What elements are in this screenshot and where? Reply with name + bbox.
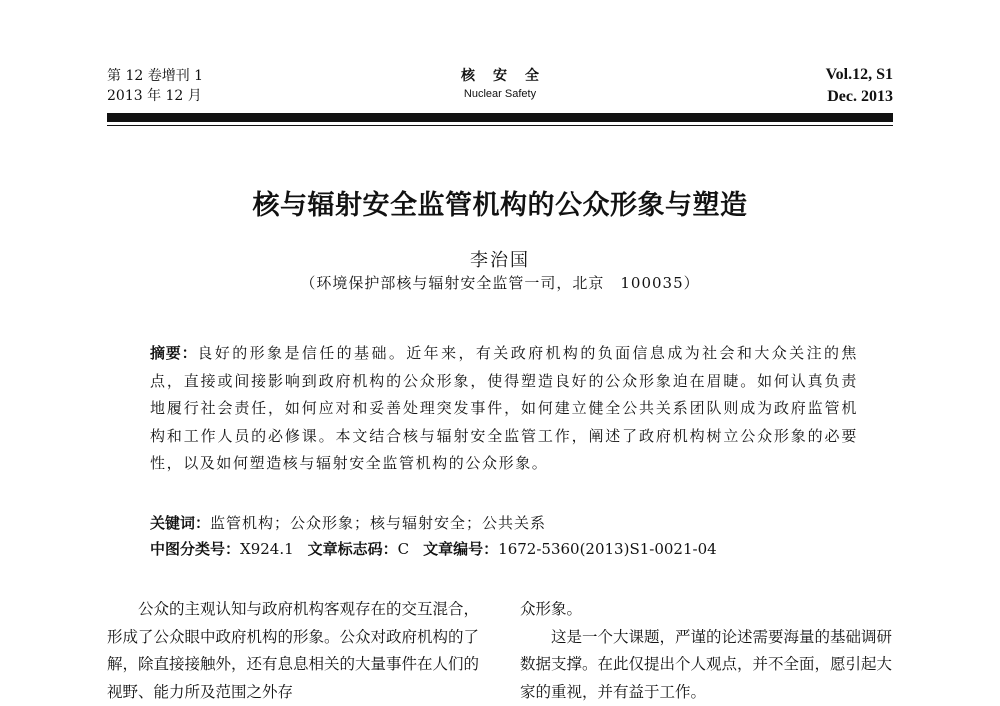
date-en: Dec. 2013 xyxy=(826,86,893,108)
author-name: 李治国 xyxy=(0,246,1000,272)
clc-label: 中图分类号： xyxy=(150,540,240,558)
doc-code-label: 文章标志码： xyxy=(308,540,398,558)
abstract-text: 良好的形象是信任的基础。近年来，有关政府机构的负面信息成为社会和大众关注的焦点，直接或间接影响到政府机构的公众形象，使得塑造良好的公众形象迫在眉睫。如何认真负责地履行社会责任，如何应对和妥善处理突发事件，如何建立健全公共关系团队则成为政府监管机构和工作人员的必修课。本文结合核与辐射安全监管工作，阐述了政府机构树立公众形象的必要性，以及如何塑造核与辐射安全监管机构的公众形象。 xyxy=(150,344,858,472)
journal-date: 2013 年 12 月 xyxy=(107,86,203,106)
running-header-right xyxy=(826,64,893,108)
classification-line xyxy=(150,538,870,560)
body-paragraph: 公众的主观认知与政府机构客观存在的交互混合，形成了公众眼中政府机构的形象。公众对政府机构的了解，除直接接触外，还有息息相关的大量事件在人们的视野、能力所及范围之外存 xyxy=(107,596,479,706)
keywords xyxy=(150,512,858,534)
keywords-text: 监管机构；公众形象；核与辐射安全；公共关系 xyxy=(210,514,546,532)
article-id-value: 1672-5360(2013)S1-0021-04 xyxy=(498,540,717,558)
paper-title: 核与辐射安全监管机构的公众形象与塑造 xyxy=(0,183,1000,222)
body-column-right xyxy=(520,596,892,706)
body-column-left xyxy=(107,596,479,706)
journal-name-en: Nuclear Safety xyxy=(430,86,570,102)
journal-name-cn: 核安全 xyxy=(430,66,588,86)
body-paragraph: 这是一个大课题，严谨的论述需要海量的基础调研数据支撑。在此仅提出个人观点，并不全面，愿引起大家的重视，并有益于工作。 xyxy=(520,624,892,706)
clc-value: X924.1 xyxy=(240,540,294,558)
journal-issue: 第 12 卷增刊 1 xyxy=(107,66,203,86)
doc-code-value: C xyxy=(398,540,409,558)
author-affiliation: （环境保护部核与辐射安全监管一司，北京 100035） xyxy=(0,272,1000,293)
header-rule-thin xyxy=(107,125,893,126)
body-paragraph-continuation: 众形象。 xyxy=(520,596,892,624)
abstract-label: 摘要： xyxy=(150,344,197,362)
article-id-label: 文章编号： xyxy=(423,540,498,558)
abstract xyxy=(150,340,858,478)
header-rule-thick xyxy=(107,113,893,122)
running-header-left xyxy=(107,66,203,106)
running-header-center xyxy=(430,66,570,102)
volume-label: Vol.12, S1 xyxy=(826,64,893,86)
keywords-label: 关键词： xyxy=(150,514,210,532)
